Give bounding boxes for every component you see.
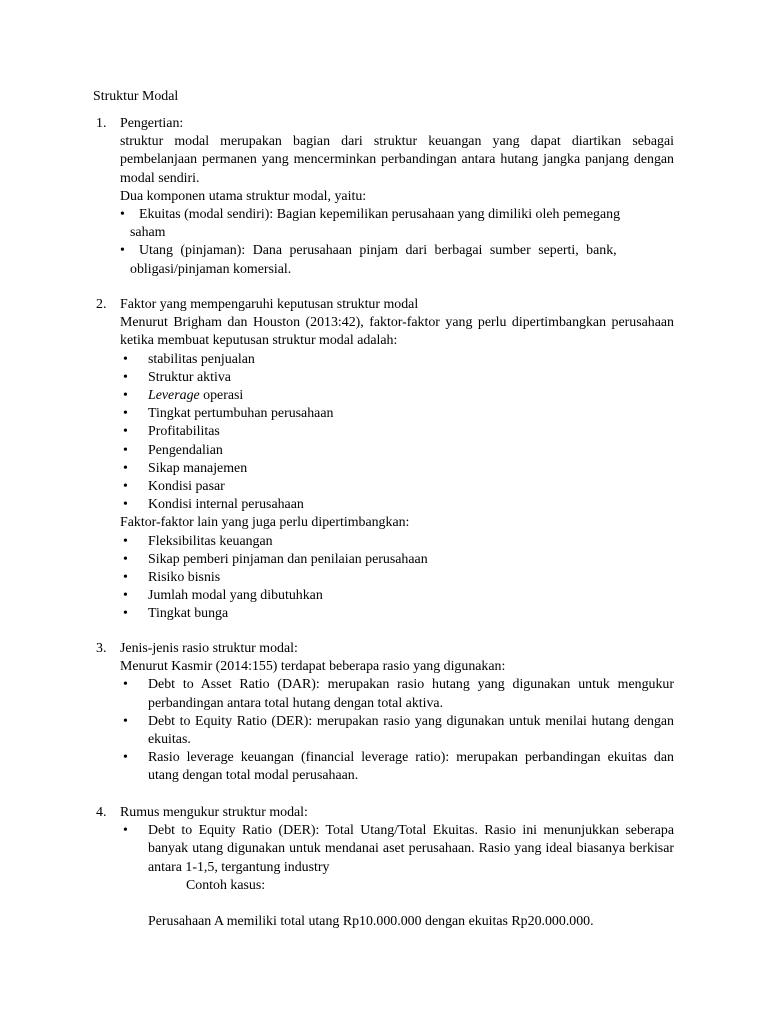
bullet-icon: • — [123, 497, 128, 513]
other-factor-text: Jumlah modal yang dibutuhkan — [148, 588, 323, 604]
component-debt: Utang (pinjaman): Dana perusahaan pinjam dari berbagai sumber seperti, bank, — [139, 243, 617, 259]
factor-text: Profitabilitas — [148, 424, 220, 440]
list-item — [120, 551, 674, 569]
list-item — [120, 587, 674, 605]
bullet-icon: • — [123, 388, 128, 404]
formula-text: Debt to Equity Ratio (DER): Total Utang/Total Ekuitas. Rasio ini menunjukkan seberapa banyak utang digunakan untuk mendanai aset perusahaan. Rasio yang ideal biasanya berkisar antara 1-1,5, tergantung industry — [148, 823, 674, 875]
bullet-icon: • — [123, 533, 128, 549]
factor-text: Tingkat pertumbuhan perusahaan — [148, 406, 334, 422]
list-item — [120, 423, 674, 441]
component-equity: Ekuitas (modal sendiri): Bagian kepemilikan perusahaan yang dimiliki oleh pemegang — [139, 207, 621, 223]
definition-paragraph: struktur modal merupakan bagian dari struktur keuangan yang dapat diartikan sebagai pembelanjaan permanen yang mencerminkan perbandingan antara hutang jangka panjang dengan modal sendiri. — [120, 134, 674, 186]
bullet-icon: • — [123, 677, 128, 693]
bullet-icon: • — [123, 570, 128, 586]
components-intro: Dua komponen utama struktur modal, yaitu: — [120, 188, 367, 204]
list-item — [120, 387, 674, 405]
other-factors-intro: Faktor-faktor lain yang juga perlu dipertimbangkan: — [120, 515, 410, 531]
list-item — [120, 569, 674, 587]
list-item — [120, 405, 674, 423]
factor-text: stabilitas penjualan — [148, 351, 255, 367]
other-factors-list — [120, 533, 674, 624]
section-number: 4. — [96, 805, 107, 820]
other-factor-text: Fleksibilitas keuangan — [148, 533, 273, 549]
component-debt-cont: obligasi/pinjaman komersial. — [130, 261, 292, 277]
other-factor-text: Risiko bisnis — [148, 570, 221, 586]
list-item — [120, 206, 674, 242]
formulas-list — [120, 822, 674, 877]
document-title: Struktur Modal — [93, 89, 179, 104]
section-heading: Pengertian: — [120, 116, 184, 131]
bullet-icon: • — [123, 460, 128, 476]
bullet-icon: • — [123, 588, 128, 604]
list-item — [120, 442, 674, 460]
section-heading: Faktor yang mempengaruhi keputusan struktur modal — [120, 297, 419, 312]
bullet-icon: • — [123, 551, 128, 567]
factor-text: Struktur aktiva — [148, 369, 231, 385]
bullet-icon: • — [123, 713, 128, 729]
ratios-intro: Menurut Kasmir (2014:155) terdapat beberapa rasio yang digunakan: — [120, 659, 506, 675]
case-label: Contoh kasus: — [186, 877, 266, 893]
list-item — [120, 351, 674, 369]
bullet-icon: • — [123, 750, 128, 766]
bullet-icon: • — [123, 369, 128, 385]
factor-text: Kondisi pasar — [148, 479, 225, 495]
bullet-icon: • — [123, 442, 128, 458]
list-item — [120, 713, 674, 749]
list-item — [120, 369, 674, 387]
list-item — [120, 496, 674, 514]
list-item — [120, 242, 674, 278]
factors-intro: Menurut Brigham dan Houston (2013:42), faktor-faktor yang perlu dipertimbangkan perusahaan ketika membuat keputusan struktur modal adalah: — [120, 315, 674, 349]
factor-text: Pengendalian — [148, 442, 223, 458]
list-item — [120, 478, 674, 496]
bullet-icon: • — [123, 606, 128, 622]
ratios-list — [120, 676, 674, 785]
list-item — [120, 676, 674, 712]
list-item — [120, 605, 674, 623]
list-item — [120, 460, 674, 478]
factor-text: operasi — [199, 388, 244, 404]
other-factor-text: Sikap pemberi pinjaman dan penilaian perusahaan — [148, 551, 428, 567]
factor-text: Sikap manajemen — [148, 460, 248, 476]
section-heading: Jenis-jenis rasio struktur modal: — [120, 641, 298, 656]
bullet-icon: • — [120, 207, 125, 223]
ratio-text: Debt to Equity Ratio (DER): merupakan rasio yang digunakan untuk menilai hutang dengan ekuitas. — [148, 713, 674, 748]
list-item — [120, 822, 674, 877]
other-factor-text: Tingkat bunga — [148, 606, 229, 622]
blank-line — [120, 895, 674, 913]
bullet-icon: • — [123, 406, 128, 422]
bullet-icon: • — [123, 823, 128, 839]
factor-text-italic: Leverage — [148, 388, 200, 404]
section-number: 2. — [96, 297, 107, 312]
component-equity-cont: saham — [130, 225, 166, 241]
list-item — [120, 533, 674, 551]
list-item — [120, 749, 674, 785]
case-text: Perusahaan A memiliki total utang Rp10.000.000 dengan ekuitas Rp20.000.000. — [148, 914, 594, 930]
factor-text: Kondisi internal perusahaan — [148, 497, 304, 513]
section-number: 3. — [96, 641, 107, 656]
bullet-icon: • — [120, 243, 125, 259]
ratio-text: Debt to Asset Ratio (DAR): merupakan rasio hutang yang digunakan untuk mengukur perbandingan antara total hutang dengan total aktiva. — [148, 677, 674, 711]
bullet-icon: • — [123, 479, 128, 495]
ratio-text: Rasio leverage keuangan (financial leverage ratio): merupakan perbandingan ekuitas dan utang dengan total modal perusahaan. — [148, 750, 674, 784]
factors-list — [120, 351, 674, 515]
section-heading: Rumus mengukur struktur modal: — [120, 805, 308, 820]
section-number: 1. — [96, 116, 107, 131]
bullet-icon: • — [123, 351, 128, 367]
bullet-icon: • — [123, 424, 128, 440]
